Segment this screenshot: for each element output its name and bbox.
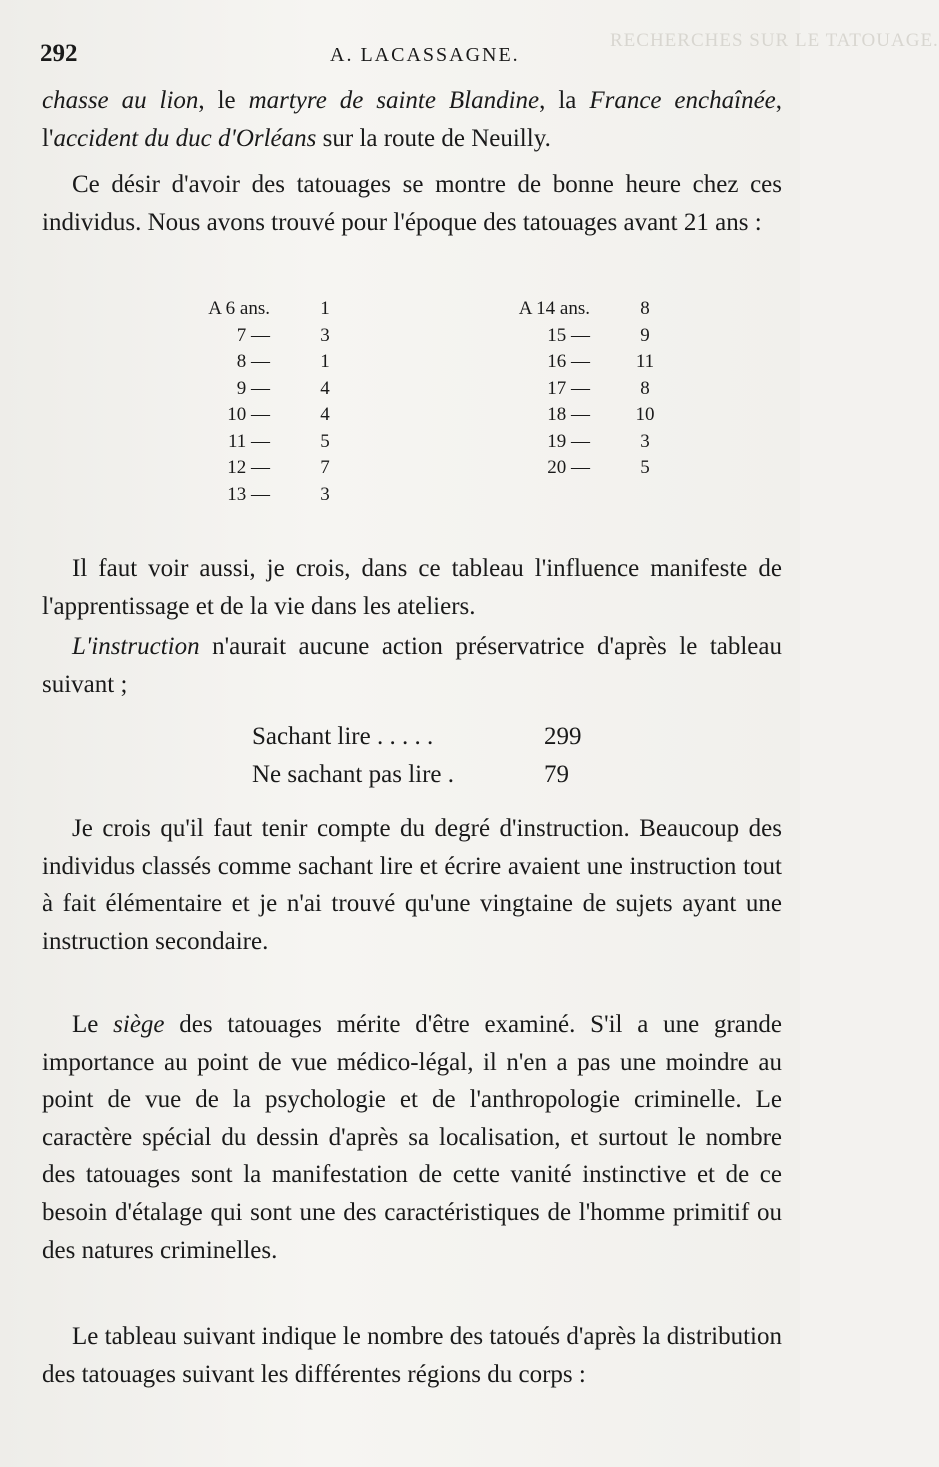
age-count: 8 bbox=[640, 377, 650, 399]
reading-value: 79 bbox=[544, 761, 569, 788]
age-label: 7 — bbox=[236, 324, 270, 346]
age-label: 13 — bbox=[227, 483, 270, 505]
age-table-row bbox=[160, 351, 380, 378]
age-count: 4 bbox=[320, 377, 330, 399]
age-table-row bbox=[160, 378, 380, 405]
age-label: 17 — bbox=[547, 377, 590, 399]
age-table-right-column bbox=[480, 298, 700, 484]
paragraph-6 bbox=[42, 1006, 782, 1269]
text-span: , le bbox=[198, 87, 249, 114]
age-count: 7 bbox=[320, 457, 330, 478]
text-span: , la bbox=[539, 87, 590, 114]
age-label: 11 — bbox=[227, 430, 270, 452]
age-label: A 14 ans. bbox=[518, 298, 590, 319]
running-head: A. LACASSAGNE. bbox=[330, 44, 520, 66]
age-label: 18 — bbox=[547, 404, 590, 425]
age-table-row bbox=[480, 298, 700, 325]
text-span: des tatouages mérite d'être examiné. S'il a une grande importance au point de vue médico-légal, il n'en a pas une moindre au point de vue de la psychologie et de l'anthropologie criminelle. Le caractère spécial du dessin d'après sa localisation, et surtout le nombre des tatouages sont la manifestation de cette vanité instinctive et de ce besoin d'étalage qui sont une des caractéristiques de l'homme primitif ou des natures criminelles. bbox=[42, 1011, 783, 1264]
page-header bbox=[40, 40, 780, 70]
show-through-text: RECHERCHES SUR LE TATOUAGE. bbox=[610, 30, 939, 51]
text-italic: siège bbox=[113, 1011, 165, 1038]
paragraph-7 bbox=[42, 1318, 782, 1393]
reading-label: Sachant lire . . . . . bbox=[252, 723, 434, 750]
paragraph-2 bbox=[42, 166, 782, 241]
age-count: 5 bbox=[320, 430, 330, 452]
age-count: 9 bbox=[640, 324, 650, 346]
age-table-row bbox=[160, 298, 380, 325]
text-span: sur la route de Neuilly. bbox=[316, 124, 551, 152]
reading-table bbox=[252, 718, 612, 794]
age-table-left-column bbox=[160, 298, 380, 510]
age-count: 10 bbox=[635, 404, 655, 425]
age-label: 9 — bbox=[236, 377, 270, 399]
text-italic: martyre de sainte Blandine bbox=[248, 87, 540, 114]
text-span: , l' bbox=[42, 87, 783, 152]
reading-table-row bbox=[252, 718, 612, 756]
age-table-row bbox=[160, 457, 380, 484]
age-count: 8 bbox=[640, 298, 650, 319]
paragraph-4 bbox=[42, 628, 782, 703]
age-count: 3 bbox=[320, 324, 330, 346]
age-label: 16 — bbox=[547, 351, 590, 372]
age-label: A 6 ans. bbox=[208, 298, 270, 319]
age-count: 11 bbox=[635, 351, 655, 372]
age-count: 3 bbox=[640, 430, 650, 452]
page-number: 292 bbox=[40, 40, 78, 67]
reading-table-row bbox=[252, 756, 612, 794]
age-label: 8 — bbox=[236, 351, 270, 372]
age-table-row bbox=[160, 484, 380, 511]
paragraph-1 bbox=[42, 82, 782, 157]
age-table-row bbox=[160, 431, 380, 458]
text-italic: France enchaînée bbox=[589, 87, 776, 114]
age-table-row bbox=[480, 404, 700, 431]
age-count: 3 bbox=[320, 483, 330, 505]
text-italic: chasse au lion bbox=[42, 87, 199, 114]
text-span: Le bbox=[72, 1011, 114, 1038]
age-table-row bbox=[480, 325, 700, 352]
age-label: 20 — bbox=[547, 457, 590, 478]
age-table-row bbox=[480, 431, 700, 458]
age-label: 15 — bbox=[547, 324, 590, 346]
age-count: 1 bbox=[320, 298, 330, 319]
age-table-row bbox=[160, 404, 380, 431]
paragraph-5 bbox=[42, 810, 782, 960]
age-table-row bbox=[480, 351, 700, 378]
age-table bbox=[160, 298, 680, 528]
age-label: 19 — bbox=[547, 430, 590, 452]
age-label: 10 — bbox=[227, 404, 270, 425]
paragraph-text: Ce désir d'avoir des tatouages se montre de bonne heure chez ces individus. Nous avons trouvé pour l'époque des tatouages avant 21 ans : bbox=[42, 171, 782, 236]
reading-label: Ne sachant pas lire . bbox=[252, 761, 455, 788]
paragraph-text: Le tableau suivant indique le nombre des tatoués d'après la distribution des tatouages suivant les différentes régions du corps : bbox=[42, 1323, 782, 1388]
age-table-row bbox=[160, 325, 380, 352]
paragraph-3 bbox=[42, 550, 782, 625]
reading-value: 299 bbox=[544, 723, 582, 750]
paragraph-text: Il faut voir aussi, je crois, dans ce tableau l'influence manifeste de l'apprentissage et de la vie dans les ateliers. bbox=[42, 555, 782, 620]
age-count: 5 bbox=[640, 457, 650, 478]
text-span: n'aurait aucune action préservatrice d'après le tableau suivant ; bbox=[42, 633, 782, 698]
text-italic: accident du duc d'Orléans bbox=[53, 124, 317, 152]
paragraph-text: Je crois qu'il faut tenir compte du degré d'instruction. Beaucoup des individus classés comme sachant lire et écrire avaient une instruction tout à fait élémentaire et je n'ai trouvé qu'une vingtaine de sujets ayant une instruction secondaire. bbox=[42, 815, 782, 955]
age-count: 1 bbox=[320, 351, 330, 372]
text-italic: L'instruction bbox=[72, 633, 200, 660]
age-count: 4 bbox=[320, 404, 330, 425]
age-table-row bbox=[480, 457, 700, 484]
age-table-row bbox=[480, 378, 700, 405]
age-label: 12 — bbox=[227, 457, 270, 478]
